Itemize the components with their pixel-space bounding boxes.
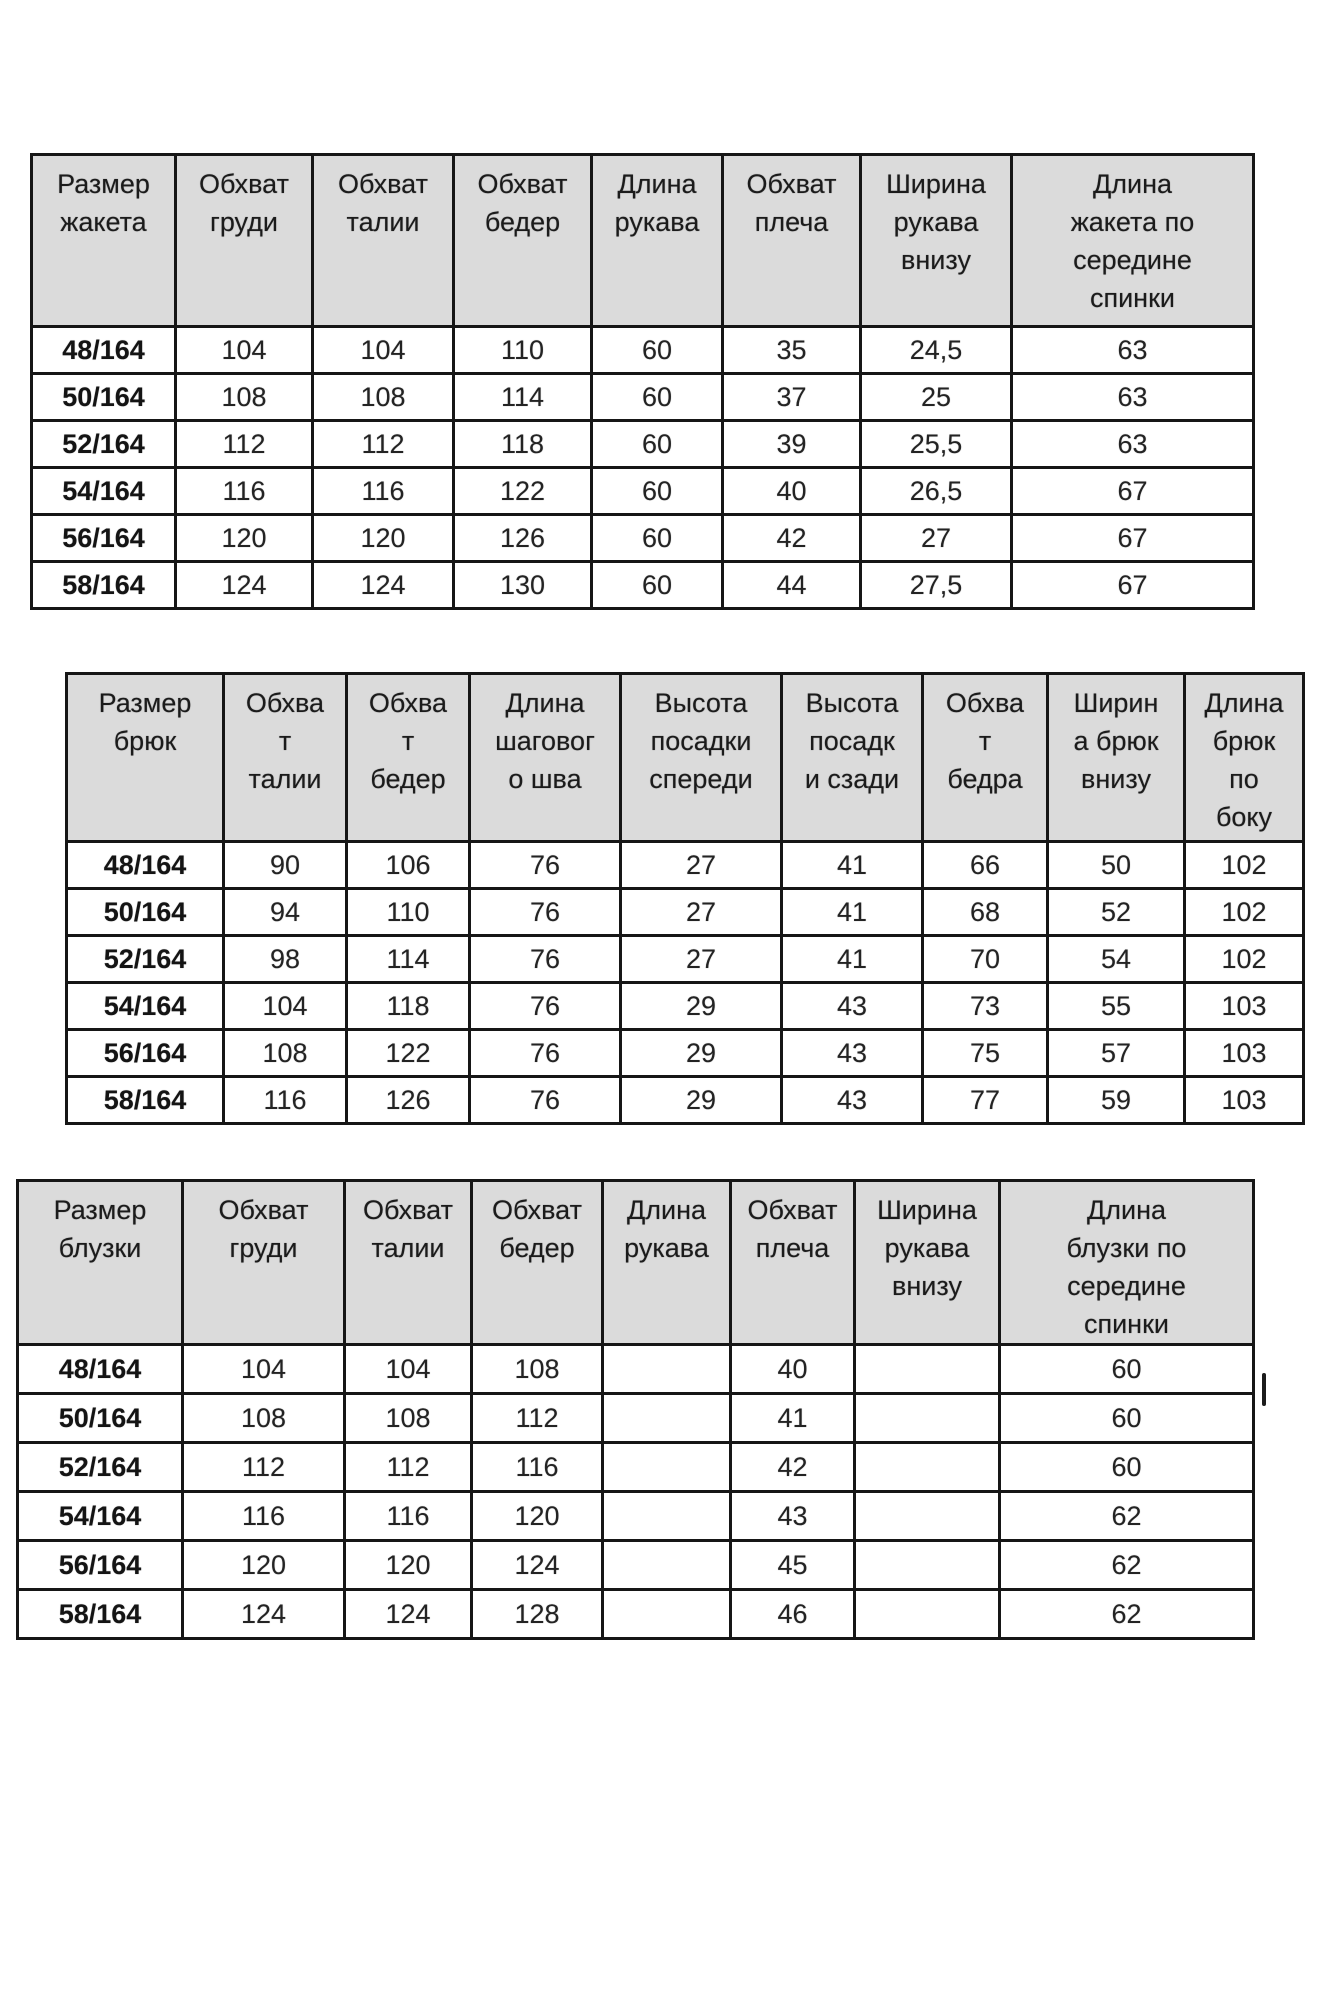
jacket-value-cell: 44 — [723, 562, 861, 609]
trousers-value-cell: 27 — [621, 936, 782, 983]
blouse-header-cell-1: Обхват груди — [183, 1181, 345, 1345]
blouse-value-cell: 108 — [472, 1345, 603, 1394]
trousers-value-cell: 103 — [1185, 1030, 1304, 1077]
jacket-row-50-164 — [32, 374, 1254, 421]
jacket-value-cell: 114 — [454, 374, 592, 421]
blouse-value-cell: 43 — [731, 1492, 855, 1541]
jacket-value-cell: 63 — [1012, 421, 1254, 468]
jacket-value-cell: 63 — [1012, 327, 1254, 374]
blouse-value-cell: 104 — [345, 1345, 472, 1394]
blouse-value-cell — [855, 1394, 1000, 1443]
trousers-value-cell: 110 — [347, 889, 470, 936]
trousers-header-cell-8: Длина брюк по боку — [1185, 674, 1304, 842]
jacket-header-row — [32, 155, 1254, 327]
trousers-value-cell: 43 — [782, 983, 923, 1030]
trousers-value-cell: 108 — [224, 1030, 347, 1077]
trousers-value-cell: 104 — [224, 983, 347, 1030]
jacket-value-cell: 130 — [454, 562, 592, 609]
jacket-row-58-164 — [32, 562, 1254, 609]
trousers-header-cell-2: Обхва т бедер — [347, 674, 470, 842]
jacket-header-cell-1: Обхват груди — [176, 155, 313, 327]
jacket-value-cell: 27 — [861, 515, 1012, 562]
trousers-value-cell: 55 — [1048, 983, 1185, 1030]
blouse-size-table — [16, 1179, 1255, 1640]
trousers-value-cell: 76 — [470, 983, 621, 1030]
trousers-value-cell: 114 — [347, 936, 470, 983]
trousers-row-56-164 — [67, 1030, 1304, 1077]
trousers-value-cell: 27 — [621, 889, 782, 936]
blouse-value-cell: 41 — [731, 1394, 855, 1443]
blouse-value-cell — [603, 1394, 731, 1443]
blouse-value-cell: 62 — [1000, 1492, 1254, 1541]
blouse-value-cell: 116 — [472, 1443, 603, 1492]
trousers-row-58-164 — [67, 1077, 1304, 1124]
blouse-row-48-164 — [18, 1345, 1254, 1394]
trousers-header-cell-3: Длина шаговог о шва — [470, 674, 621, 842]
jacket-size-cell: 56/164 — [32, 515, 176, 562]
blouse-value-cell: 45 — [731, 1541, 855, 1590]
trousers-value-cell: 102 — [1185, 889, 1304, 936]
trousers-value-cell: 73 — [923, 983, 1048, 1030]
jacket-row-56-164 — [32, 515, 1254, 562]
trousers-value-cell: 126 — [347, 1077, 470, 1124]
jacket-header-cell-0: Размер жакета — [32, 155, 176, 327]
jacket-value-cell: 25 — [861, 374, 1012, 421]
jacket-value-cell: 116 — [176, 468, 313, 515]
blouse-row-54-164 — [18, 1492, 1254, 1541]
blouse-size-cell: 50/164 — [18, 1394, 183, 1443]
jacket-table — [30, 153, 1255, 610]
blouse-value-cell: 124 — [183, 1590, 345, 1639]
trousers-value-cell: 116 — [224, 1077, 347, 1124]
blouse-table — [16, 1179, 1255, 1640]
blouse-value-cell: 108 — [345, 1394, 472, 1443]
jacket-value-cell: 60 — [592, 374, 723, 421]
trousers-value-cell: 122 — [347, 1030, 470, 1077]
trousers-size-cell: 52/164 — [67, 936, 224, 983]
trousers-size-cell: 54/164 — [67, 983, 224, 1030]
jacket-value-cell: 63 — [1012, 374, 1254, 421]
trousers-value-cell: 66 — [923, 842, 1048, 889]
trousers-value-cell: 41 — [782, 936, 923, 983]
trousers-value-cell: 41 — [782, 889, 923, 936]
blouse-header-cell-3: Обхват бедер — [472, 1181, 603, 1345]
blouse-value-cell — [603, 1590, 731, 1639]
blouse-value-cell: 116 — [183, 1492, 345, 1541]
trousers-value-cell: 98 — [224, 936, 347, 983]
trousers-header-cell-5: Высота посадк и сзади — [782, 674, 923, 842]
jacket-value-cell: 124 — [313, 562, 454, 609]
jacket-value-cell: 35 — [723, 327, 861, 374]
jacket-size-cell: 54/164 — [32, 468, 176, 515]
blouse-value-cell: 60 — [1000, 1394, 1254, 1443]
blouse-size-cell: 54/164 — [18, 1492, 183, 1541]
trousers-size-cell: 56/164 — [67, 1030, 224, 1077]
blouse-value-cell: 112 — [183, 1443, 345, 1492]
blouse-size-cell: 56/164 — [18, 1541, 183, 1590]
blouse-value-cell: 128 — [472, 1590, 603, 1639]
trousers-value-cell: 118 — [347, 983, 470, 1030]
jacket-value-cell: 60 — [592, 327, 723, 374]
jacket-header-cell-7: Длина жакета по середине спинки — [1012, 155, 1254, 327]
trousers-value-cell: 76 — [470, 889, 621, 936]
blouse-header-cell-4: Длина рукава — [603, 1181, 731, 1345]
blouse-value-cell — [855, 1492, 1000, 1541]
jacket-header-cell-4: Длина рукава — [592, 155, 723, 327]
trousers-value-cell: 94 — [224, 889, 347, 936]
jacket-row-52-164 — [32, 421, 1254, 468]
jacket-size-cell: 52/164 — [32, 421, 176, 468]
blouse-value-cell: 104 — [183, 1345, 345, 1394]
blouse-value-cell: 62 — [1000, 1541, 1254, 1590]
trousers-header-cell-4: Высота посадки спереди — [621, 674, 782, 842]
jacket-value-cell: 108 — [176, 374, 313, 421]
jacket-header-cell-2: Обхват талии — [313, 155, 454, 327]
jacket-value-cell: 118 — [454, 421, 592, 468]
blouse-header-cell-5: Обхват плеча — [731, 1181, 855, 1345]
trousers-value-cell: 57 — [1048, 1030, 1185, 1077]
trousers-size-table — [65, 672, 1305, 1125]
jacket-value-cell: 67 — [1012, 468, 1254, 515]
jacket-value-cell: 27,5 — [861, 562, 1012, 609]
jacket-value-cell: 60 — [592, 562, 723, 609]
jacket-header-cell-3: Обхват бедер — [454, 155, 592, 327]
trousers-row-50-164 — [67, 889, 1304, 936]
jacket-value-cell: 37 — [723, 374, 861, 421]
blouse-value-cell — [603, 1345, 731, 1394]
blouse-value-cell: 108 — [183, 1394, 345, 1443]
jacket-value-cell: 67 — [1012, 562, 1254, 609]
trousers-row-48-164 — [67, 842, 1304, 889]
blouse-value-cell: 46 — [731, 1590, 855, 1639]
trousers-size-cell: 50/164 — [67, 889, 224, 936]
jacket-value-cell: 60 — [592, 468, 723, 515]
trousers-value-cell: 102 — [1185, 842, 1304, 889]
blouse-value-cell: 62 — [1000, 1590, 1254, 1639]
jacket-value-cell: 24,5 — [861, 327, 1012, 374]
trousers-value-cell: 70 — [923, 936, 1048, 983]
jacket-value-cell: 122 — [454, 468, 592, 515]
blouse-value-cell — [855, 1541, 1000, 1590]
trousers-size-cell: 48/164 — [67, 842, 224, 889]
jacket-size-cell: 50/164 — [32, 374, 176, 421]
jacket-value-cell: 67 — [1012, 515, 1254, 562]
jacket-value-cell: 104 — [313, 327, 454, 374]
trousers-value-cell: 77 — [923, 1077, 1048, 1124]
trousers-value-cell: 76 — [470, 1077, 621, 1124]
blouse-row-56-164 — [18, 1541, 1254, 1590]
jacket-value-cell: 108 — [313, 374, 454, 421]
blouse-value-cell: 40 — [731, 1345, 855, 1394]
blouse-header-row — [18, 1181, 1254, 1345]
blouse-value-cell: 112 — [345, 1443, 472, 1492]
jacket-value-cell: 116 — [313, 468, 454, 515]
trousers-value-cell: 43 — [782, 1030, 923, 1077]
trousers-table — [65, 672, 1305, 1125]
trousers-value-cell: 76 — [470, 842, 621, 889]
trousers-value-cell: 59 — [1048, 1077, 1185, 1124]
blouse-header-cell-0: Размер блузки — [18, 1181, 183, 1345]
jacket-value-cell: 120 — [313, 515, 454, 562]
trousers-header-cell-1: Обхва т талии — [224, 674, 347, 842]
jacket-header-cell-5: Обхват плеча — [723, 155, 861, 327]
blouse-value-cell: 120 — [345, 1541, 472, 1590]
jacket-value-cell: 60 — [592, 421, 723, 468]
blouse-value-cell: 116 — [345, 1492, 472, 1541]
trousers-header-row — [67, 674, 1304, 842]
jacket-value-cell: 39 — [723, 421, 861, 468]
blouse-value-cell: 120 — [183, 1541, 345, 1590]
blouse-header-cell-7: Длина блузки по середине спинки — [1000, 1181, 1254, 1345]
jacket-row-48-164 — [32, 327, 1254, 374]
jacket-value-cell: 110 — [454, 327, 592, 374]
trousers-value-cell: 102 — [1185, 936, 1304, 983]
jacket-value-cell: 124 — [176, 562, 313, 609]
trousers-value-cell: 54 — [1048, 936, 1185, 983]
jacket-value-cell: 112 — [176, 421, 313, 468]
trousers-value-cell: 90 — [224, 842, 347, 889]
trousers-value-cell: 41 — [782, 842, 923, 889]
trousers-value-cell: 29 — [621, 1030, 782, 1077]
blouse-row-58-164 — [18, 1590, 1254, 1639]
blouse-size-cell: 58/164 — [18, 1590, 183, 1639]
trousers-value-cell: 43 — [782, 1077, 923, 1124]
jacket-size-table — [30, 153, 1255, 610]
blouse-value-cell — [855, 1443, 1000, 1492]
blouse-size-cell: 48/164 — [18, 1345, 183, 1394]
jacket-value-cell: 126 — [454, 515, 592, 562]
trousers-value-cell: 52 — [1048, 889, 1185, 936]
trousers-row-54-164 — [67, 983, 1304, 1030]
trousers-value-cell: 27 — [621, 842, 782, 889]
trousers-value-cell: 103 — [1185, 983, 1304, 1030]
jacket-value-cell: 26,5 — [861, 468, 1012, 515]
blouse-value-cell: 60 — [1000, 1345, 1254, 1394]
trousers-header-cell-0: Размер брюк — [67, 674, 224, 842]
jacket-value-cell: 25,5 — [861, 421, 1012, 468]
trousers-value-cell: 50 — [1048, 842, 1185, 889]
jacket-value-cell: 120 — [176, 515, 313, 562]
blouse-size-cell: 52/164 — [18, 1443, 183, 1492]
jacket-size-cell: 48/164 — [32, 327, 176, 374]
trousers-header-cell-7: Ширин а брюк внизу — [1048, 674, 1185, 842]
trousers-value-cell: 68 — [923, 889, 1048, 936]
trousers-value-cell: 103 — [1185, 1077, 1304, 1124]
blouse-value-cell — [603, 1443, 731, 1492]
trousers-size-cell: 58/164 — [67, 1077, 224, 1124]
blouse-value-cell: 124 — [472, 1541, 603, 1590]
trousers-header-cell-6: Обхва т бедра — [923, 674, 1048, 842]
jacket-value-cell: 42 — [723, 515, 861, 562]
trousers-value-cell: 75 — [923, 1030, 1048, 1077]
blouse-value-cell: 42 — [731, 1443, 855, 1492]
trousers-value-cell: 106 — [347, 842, 470, 889]
trousers-value-cell: 29 — [621, 983, 782, 1030]
trousers-value-cell: 76 — [470, 936, 621, 983]
jacket-value-cell: 40 — [723, 468, 861, 515]
blouse-value-cell — [855, 1345, 1000, 1394]
blouse-value-cell: 60 — [1000, 1443, 1254, 1492]
jacket-row-54-164 — [32, 468, 1254, 515]
jacket-value-cell: 60 — [592, 515, 723, 562]
cursor-artifact — [1262, 1373, 1266, 1406]
jacket-size-cell: 58/164 — [32, 562, 176, 609]
trousers-value-cell: 29 — [621, 1077, 782, 1124]
blouse-value-cell — [603, 1492, 731, 1541]
trousers-value-cell: 76 — [470, 1030, 621, 1077]
blouse-row-50-164 — [18, 1394, 1254, 1443]
blouse-value-cell: 120 — [472, 1492, 603, 1541]
jacket-value-cell: 112 — [313, 421, 454, 468]
blouse-header-cell-2: Обхват талии — [345, 1181, 472, 1345]
blouse-value-cell: 124 — [345, 1590, 472, 1639]
blouse-value-cell — [855, 1590, 1000, 1639]
jacket-value-cell: 104 — [176, 327, 313, 374]
blouse-row-52-164 — [18, 1443, 1254, 1492]
blouse-header-cell-6: Ширина рукава внизу — [855, 1181, 1000, 1345]
blouse-value-cell — [603, 1541, 731, 1590]
jacket-header-cell-6: Ширина рукава внизу — [861, 155, 1012, 327]
blouse-value-cell: 112 — [472, 1394, 603, 1443]
trousers-row-52-164 — [67, 936, 1304, 983]
